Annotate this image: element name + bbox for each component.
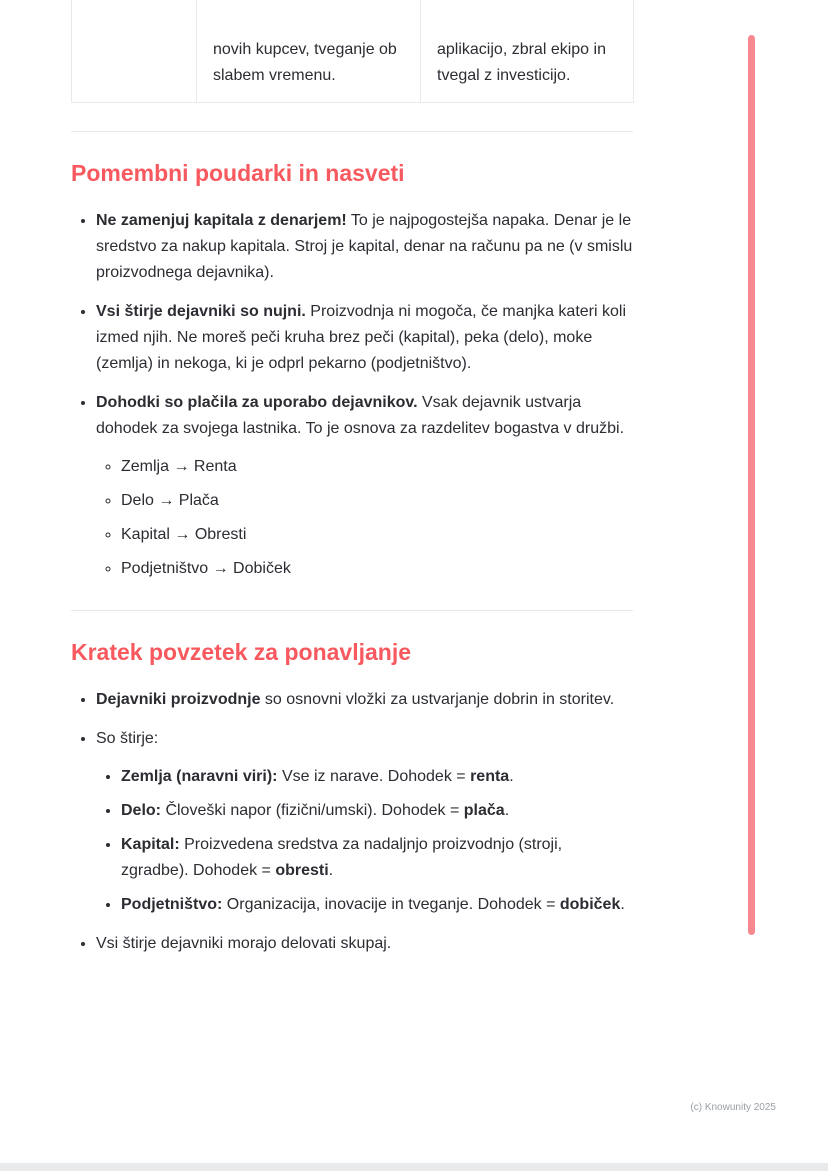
table-cell-investment: aplikacijo, zbral ekipo in tvegal z investicijo.: [421, 0, 634, 103]
scrollbar-thumb[interactable]: [748, 35, 755, 935]
factor-name: Delo:: [121, 802, 161, 819]
table-cell-empty: [72, 0, 197, 103]
factor-period: .: [328, 862, 334, 879]
table-row: [72, 0, 634, 103]
list-item-bold: Vsi štirje dejavniki so nujni.: [96, 303, 306, 320]
summary-list: [71, 687, 633, 957]
copyright-text: (c) Knowunity 2025: [690, 1102, 776, 1113]
sub-list-item: ◦ Kapital → Obresti: [121, 522, 633, 548]
list-item-text: Vsi štirje dejavniki morajo delovati skupaj.: [96, 935, 392, 952]
list-item: [96, 931, 633, 957]
list-item-text: To je najpogostejša napaka. Denar je le sredstvo za nakup kapitala. Stroj je kapital, denar na računu pa ne (v smislu proizvodnega dejavnika).: [96, 212, 633, 281]
list-item: [96, 208, 633, 286]
factor-income: plača: [463, 802, 505, 819]
highlights-list: [71, 208, 633, 582]
list-item-text: so osnovni vložki za ustvarjanje dobrin in storitev.: [260, 691, 615, 708]
list-item: [96, 726, 633, 918]
sub-list-item: ◦ Podjetništvo → Dobiček: [121, 556, 633, 582]
factor-period: .: [504, 802, 510, 819]
factor-name: Zemlja (naravni viri):: [121, 768, 278, 785]
factor-income: dobiček: [559, 896, 621, 913]
list-item: [96, 299, 633, 377]
factor-desc: Vse iz narave. Dohodek =: [277, 768, 471, 785]
list-item-bold: Dejavniki proizvodnje: [96, 691, 261, 708]
document-content: [71, 0, 633, 970]
factor-income: obresti: [275, 862, 329, 879]
page-edge-divider: [0, 1163, 828, 1171]
income-mapping-list: [96, 454, 633, 582]
factor-name: Kapital:: [121, 836, 180, 853]
list-item-text: Vsak dejavnik ustvarja dohodek za svojega lastnika. To je osnova za razdelitev bogastva v družbi.: [96, 394, 625, 437]
list-item-text: So štirje:: [96, 730, 159, 747]
table-cell-risk: novih kupcev, tveganje ob slabem vremenu.: [197, 0, 421, 103]
factor-income: renta: [470, 768, 510, 785]
sub-list-item: [121, 764, 633, 790]
factors-list: [96, 764, 633, 918]
factor-desc: Človeški napor (fizični/umski). Dohodek =: [161, 802, 464, 819]
factor-name: Podjetništvo:: [121, 896, 223, 913]
factor-period: .: [620, 896, 625, 913]
list-item-bold: Dohodki so plačila za uporabo dejavnikov.: [96, 394, 418, 411]
section-title-highlights: Pomembni poudarki in nasveti: [71, 160, 405, 186]
list-item-bold: Ne zamenjuj kapitala z denarjem!: [96, 212, 347, 229]
factor-desc: Proizvedena sredstva za nadaljnjo proizvodnjo (stroji, zgradbe). Dohodek =: [121, 836, 563, 879]
sub-list-item: [121, 798, 633, 824]
section-divider: [71, 131, 633, 132]
section-title-summary: Kratek povzetek za ponavljanje: [71, 639, 412, 665]
list-item-text: Proizvodnja ni mogoča, če manjka kateri koli izmed njih. Ne moreš peči kruha brez peči (kapital), peka (delo), moke (zemlja) in nekoga, ki je odprl pekarno (podjetništvo).: [96, 303, 626, 372]
sub-list-item: ◦ Zemlja → Renta: [121, 454, 633, 480]
sub-list-item: [121, 832, 633, 884]
section-divider: [71, 610, 633, 611]
sub-list-item: ◦ Delo → Plača: [121, 488, 633, 514]
list-item: [96, 687, 633, 713]
comparison-table: [71, 0, 634, 103]
factor-period: .: [509, 768, 514, 785]
sub-list-item: [121, 892, 633, 918]
list-item: [96, 390, 633, 582]
factor-desc: Organizacija, inovacije in tveganje. Dohodek =: [222, 896, 560, 913]
